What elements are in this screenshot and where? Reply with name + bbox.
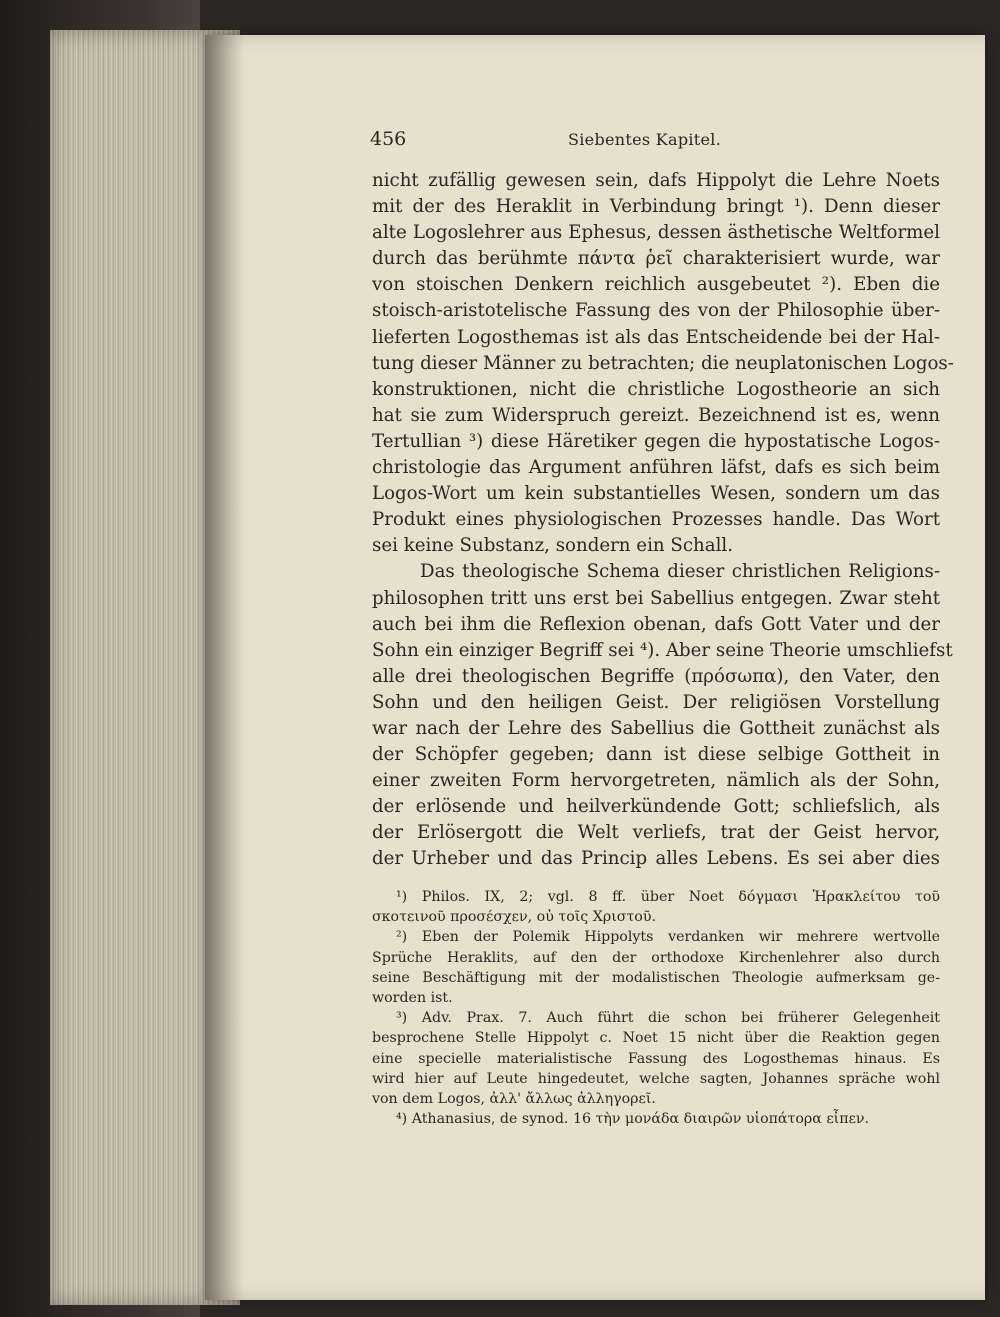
text-line: alte Logoslehrer aus Ephesus, dessen ästhetische Weltformel <box>372 222 940 244</box>
text-line: hat sie zum Widerspruch gereizt. Bezeichnend ist es, wenn <box>372 404 940 426</box>
gutter-shadow <box>205 35 245 1300</box>
text-line: auch bei ihm die Reflexion obenan, dafs Gott Vater und der <box>372 613 940 635</box>
text-line: Produkt eines physiologischen Prozesses handle. Das Wort <box>372 509 940 531</box>
text-line: alle drei theologischen Begriffe (πρόσωπα), den Vater, den <box>372 665 940 687</box>
footnote-line: ¹) Philos. IX, 2; vgl. 8 ff. über Noet δόγμασι Ἡρακλείτου τοῦ <box>396 889 940 905</box>
page-header <box>370 128 940 158</box>
text-line: der erlösende und heilverkündende Gott; schliefslich, als <box>372 796 940 818</box>
footnote-line: ²) Eben der Polemik Hippolyts verdanken wir mehrere wertvolle <box>396 929 940 946</box>
footnote-line: eine specielle materialistische Fassung des Logosthemas hinaus. Es <box>372 1050 940 1067</box>
text-line: der Schöpfer gegeben; dann ist diese selbige Gottheit in <box>372 744 940 766</box>
running-head: Siebentes Kapitel. <box>568 130 722 149</box>
text-line: nicht zufällig gewesen sein, dafs Hippolyt die Lehre Noets <box>372 170 940 191</box>
text-line: tung dieser Männer zu betrachten; die neuplatonischen Logos- <box>372 352 954 374</box>
text-line: Logos-Wort um kein substantielles Wesen, sondern um das <box>372 483 940 505</box>
text-line: der Erlösergott die Welt verliefs, trat der Geist hervor, <box>372 822 940 844</box>
text-line: lieferten Logosthemas ist als das Entscheidende bei der Hal- <box>372 326 940 348</box>
footnote-line: von dem Logos, ἀλλ' ἄλλως ἀλληγορεῖ. <box>372 1090 656 1107</box>
text-line: mit der des Heraklit in Verbindung bringt ¹). Denn dieser <box>372 196 940 218</box>
text-line: stoisch-aristotelische Fassung des von der Philosophie über- <box>372 300 940 322</box>
text-line: Sohn ein einziger Begriff sei ⁴). Aber seine Theorie umschliefst <box>372 639 953 661</box>
footnotes <box>372 887 940 1129</box>
text-line: von stoischen Denkern reichlich ausgebeutet ²). Eben die <box>372 274 940 296</box>
text-line: Tertullian ³) diese Häretiker gegen die hypostatische Logos- <box>372 430 940 452</box>
text-line: konstruktionen, nicht die christliche Logostheorie an sich <box>372 378 940 400</box>
footnote-line: worden ist. <box>372 989 453 1006</box>
text-line: philosophen tritt uns erst bei Sabellius entgegen. Zwar steht <box>372 587 940 609</box>
footnote-line: σκοτεινοῦ προσέσχεν, οὐ τοῖς Χριστοῦ. <box>372 909 656 926</box>
page-number: 456 <box>370 128 407 150</box>
footnote-line: wird hier auf Leute hingedeutet, welche sagten, Johannes spräche wohl <box>372 1070 940 1087</box>
text-line: der Urheber und das Princip alles Lebens. Es sei aber dies <box>372 848 940 870</box>
footnote-line: besprochene Stelle Hippolyt c. Noet 15 nicht über die Reaktion gegen <box>372 1030 940 1047</box>
text-line: sei keine Substanz, sondern ein Schall. <box>372 535 733 557</box>
text-line: durch das berühmte πάντα ῥεῖ charakterisiert wurde, war <box>372 248 940 270</box>
text-line: Sohn und den heiligen Geist. Der religiösen Vorstellung <box>372 691 940 713</box>
footnote-line: seine Beschäftigung mit der modalistischen Theologie aufmerksam ge- <box>372 969 940 986</box>
footnote-line: Sprüche Heraklits, auf den der orthodoxe Kirchenlehrer also durch <box>372 949 940 966</box>
text-line: christologie das Argument anführen läfst, dafs es sich beim <box>372 457 940 479</box>
text-line: war nach der Lehre des Sabellius die Gottheit zunächst als <box>372 717 940 739</box>
footnote-line: ³) Adv. Prax. 7. Auch führt die schon bei früherer Gelegenheit <box>396 1010 940 1027</box>
text-line: Das theologische Schema dieser christlichen Religions- <box>420 561 940 583</box>
text-line: einer zweiten Form hervorgetreten, nämlich als der Sohn, <box>372 770 940 792</box>
footnote-line: ⁴) Athanasius, de synod. 16 τὴν μονάδα διαιρῶν υἱοπάτορα εἶπεν. <box>396 1111 870 1128</box>
main-text <box>372 168 954 873</box>
